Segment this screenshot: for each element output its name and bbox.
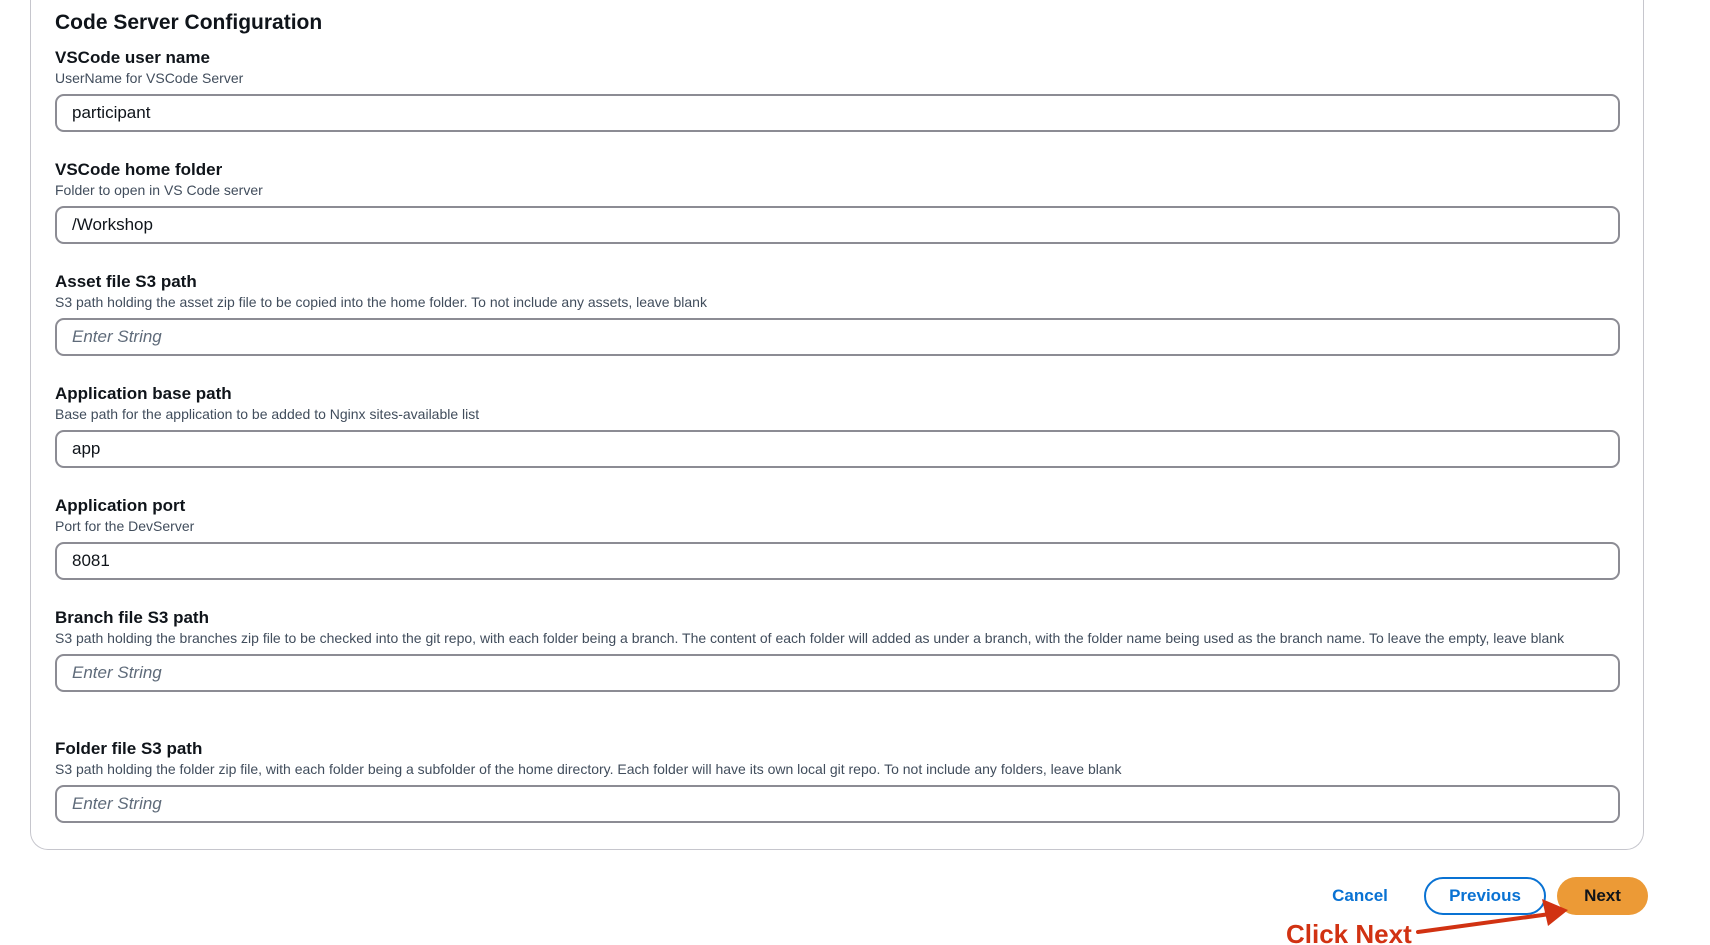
field-vscode-home-folder <box>55 160 1620 244</box>
field-application-base-path <box>55 384 1620 468</box>
branch-file-s3-path-input[interactable] <box>55 654 1620 692</box>
field-description: Port for the DevServer <box>55 518 195 534</box>
field-asset-file-s3-path <box>55 272 1620 356</box>
field-label: VSCode home folder <box>55 160 223 179</box>
field-label: Folder file S3 path <box>55 739 203 758</box>
field-label: Application port <box>55 496 186 515</box>
vscode-home-folder-input[interactable] <box>55 206 1620 244</box>
field-description: Folder to open in VS Code server <box>55 182 263 198</box>
field-folder-file-s3-path <box>55 739 1620 823</box>
folder-file-s3-path-input[interactable] <box>55 785 1620 823</box>
field-label: VSCode user name <box>55 48 210 67</box>
field-description: UserName for VSCode Server <box>55 70 244 86</box>
field-description: S3 path holding the branches zip file to be checked into the git repo, with each folder being a branch. The content of each folder will added as under a branch, with the folder name being used as the branch name. To leave the empty, leave blank <box>55 630 1565 646</box>
asset-file-s3-path-input[interactable] <box>55 318 1620 356</box>
field-application-port <box>55 496 1620 580</box>
field-label: Branch file S3 path <box>55 608 209 627</box>
application-base-path-input[interactable] <box>55 430 1620 468</box>
field-description: S3 path holding the asset zip file to be copied into the home folder. To not include any assets, leave blank <box>55 294 707 310</box>
vscode-user-name-input[interactable] <box>55 94 1620 132</box>
application-port-input[interactable] <box>55 542 1620 580</box>
arrow-icon <box>1410 895 1580 940</box>
field-label: Asset file S3 path <box>55 272 197 291</box>
field-description: S3 path holding the folder zip file, with each folder being a subfolder of the home directory. Each folder will have its own local git repo. To not include any folders, leave blank <box>55 761 1122 777</box>
section-title: Code Server Configuration <box>55 11 323 34</box>
previous-button[interactable]: Previous <box>1424 877 1546 915</box>
field-vscode-user-name <box>55 48 1620 132</box>
field-label: Application base path <box>55 384 232 403</box>
field-description: Base path for the application to be added to Nginx sites-available list <box>55 406 480 422</box>
cancel-button[interactable]: Cancel <box>1320 877 1400 915</box>
next-button[interactable]: Next <box>1557 877 1648 915</box>
click-next-annotation: Click Next <box>1286 919 1412 945</box>
field-branch-file-s3-path <box>55 608 1620 692</box>
